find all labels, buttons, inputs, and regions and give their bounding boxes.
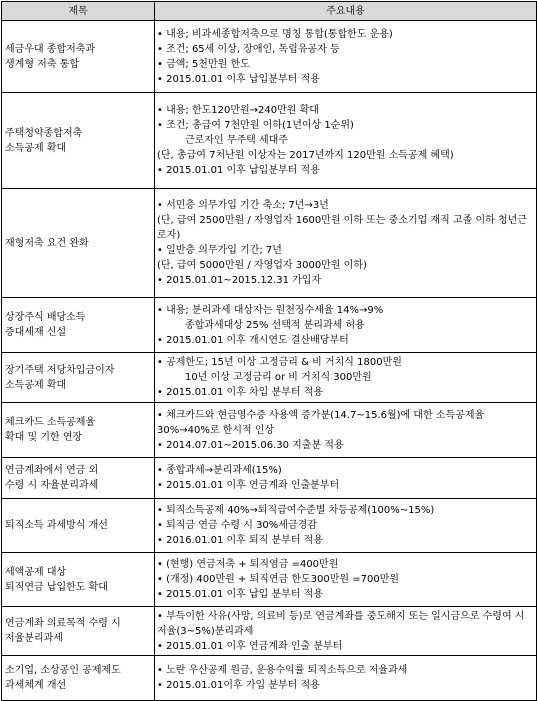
row-title-line: 과세체계 개선	[5, 680, 67, 691]
row-title	[2, 607, 155, 656]
row-title-line: 소득공제 확대	[5, 142, 67, 154]
content-line: • 2015.01.01~2015.12.31 가입자	[157, 275, 322, 286]
row-content	[155, 553, 537, 607]
row-title-line: 증대세재 신설	[5, 327, 67, 338]
row-title	[2, 353, 155, 403]
content-line: • 퇴직금 연금 수령 시 30%세금경감	[157, 520, 317, 531]
content-line: 근로자인 무주택 세대주	[185, 135, 288, 146]
content-line: • 2014.07.01~2015.06.30 지출분 적용	[157, 439, 344, 451]
row-title-line: 연금계좌에서 연금 외	[5, 465, 99, 476]
row-title	[2, 93, 155, 189]
table-row	[2, 353, 537, 403]
header-content: 주요내용	[155, 2, 537, 21]
content-line: • 공제한도; 15년 이상 고정금리 & 비 거치식 1800만원	[157, 357, 402, 368]
header-row	[2, 2, 537, 21]
row-title-line: 재형저축 요건 완화	[5, 237, 89, 249]
table-row	[2, 403, 537, 458]
row-title-line: 세액공제 대상	[5, 566, 67, 578]
table-row	[2, 93, 537, 189]
row-content	[155, 607, 537, 656]
row-title	[2, 553, 155, 607]
row-title-line: 수령 시 자율분리과세	[5, 480, 99, 491]
content-line: • 2015.01.01 이후 개시연도 결산배당부터	[157, 334, 349, 346]
table-row	[2, 21, 537, 93]
content-line: • 내용; 분리과세 대상자는 원천징수세율 14%→9%	[157, 304, 384, 316]
row-title-line: 주택청약종합저축	[5, 127, 83, 139]
content-line: (단, 총급여 7처난원 이상자는 2017년까지 120만원 소득공제 혜택)	[157, 150, 454, 161]
tax-reform-table	[1, 1, 537, 701]
row-content	[155, 403, 537, 458]
row-content	[155, 499, 537, 553]
table-row	[2, 499, 537, 553]
table-row	[2, 298, 537, 353]
content-line: • 서민층 의무가입 기간 축소; 7년→3년	[157, 200, 329, 211]
table-row	[2, 656, 537, 701]
row-title-line: 장기주택 저당차입금이자	[5, 364, 115, 376]
content-line: • 2015.01.01 이후 납입 분부터 적용	[157, 589, 323, 600]
row-content	[155, 353, 537, 403]
content-line: • 2015.01.01 이후 납입분부터 적용	[157, 165, 320, 176]
content-line: • 일반층 의무가입 기간; 7년	[157, 245, 282, 256]
row-title	[2, 458, 155, 499]
content-line: 10년 이상 고정금리 or 비 거치식 300만원	[185, 372, 372, 383]
content-line: • 노란 우산공제 원금, 운용수익률 퇴직소득으로 저율과세	[157, 665, 408, 676]
row-content	[155, 298, 537, 353]
row-title-line: 확대 및 기한 연장	[5, 432, 83, 443]
table-row	[2, 189, 537, 298]
content-line: • 체크카드와 현금영수증 사용액 증가분(14.7~15.6월)에 대한 소득공제율 30%→40%로 한시적 인상	[157, 409, 485, 436]
content-line: • 2015.01.01이후 가입 분부터 적용	[157, 680, 320, 691]
row-title	[2, 298, 155, 353]
content-line: • 2015.01.01 이후 납입분부터 적용	[157, 73, 320, 85]
row-content	[155, 189, 537, 298]
row-title-line: 세금우대 종합저축과	[5, 43, 96, 55]
row-title-line: 퇴직연금 납입한도 확대	[5, 581, 108, 593]
row-title-line: 소기업, 소상공인 공제제도	[5, 665, 121, 676]
content-line: • 내용; 한도120만원→240만원 확대	[157, 105, 319, 116]
row-title	[2, 21, 155, 93]
content-line: • 2016.01.01 이후 퇴직 분부터 적용	[157, 535, 323, 546]
row-content	[155, 458, 537, 499]
content-line: • 조건; 총급여 7천만원 이하(1년이상 1순위)	[157, 120, 354, 131]
row-content	[155, 93, 537, 189]
row-title-line: 소득공제 확대	[5, 379, 67, 391]
row-content	[155, 21, 537, 93]
content-line: • (현행) 연금저축 + 퇴직염금 =400만원	[157, 559, 339, 570]
row-content	[155, 656, 537, 701]
content-line: • (개정) 400만원 + 퇴직연금 한도300만원 =700만원	[157, 574, 400, 585]
table-row	[2, 607, 537, 656]
row-title-line: 체크카드 소득공제율	[5, 417, 96, 428]
row-title-line: 상장주식 배당소득	[5, 312, 86, 323]
content-line: • 2015.01.01 이후 연금계좌 인출 분부터	[157, 640, 343, 652]
table-row	[2, 553, 537, 607]
content-line: • 금액; 5천만원 한도	[157, 58, 250, 70]
content-line: • 내용; 비과세종합저축으로 명칭 통합(통합한도 운용)	[157, 28, 393, 40]
content-line: • 퇴직소득공제 40%→퇴직급여수준별 차등공제(100%~15%)	[157, 505, 435, 516]
content-line: (단, 급여 2500만원 / 자영업자 1600만원 이하 또는 중소기업 재직 고졸 이하 청년근로자)	[157, 215, 527, 241]
row-title	[2, 189, 155, 298]
content-line: • 조건; 65세 이상, 장애인, 독립유공자 등	[157, 43, 340, 55]
content-line: • 부득이한 사유(사망, 의료비 등)로 연금계좌를 중도해지 또는 일시금으로 수령여 시 저율(3~5%)분리과세	[157, 610, 525, 637]
content-line: • 종합과세→분리과세(15%)	[157, 465, 282, 476]
content-line: • 2015.01.01 이후 차입 분부터 적용	[157, 387, 323, 398]
row-title-line: 연금계좌 의료목적 수령 시	[5, 618, 121, 629]
content-line: 종합과세대상 25% 선택적 분리과세 허용	[185, 319, 365, 331]
row-title	[2, 403, 155, 458]
row-title-line: 퇴직소득 과세방식 개선	[5, 520, 108, 531]
table-row	[2, 458, 537, 499]
content-line: • 2015.01.01 이후 연금계좌 인출분부터	[157, 480, 340, 491]
row-title	[2, 656, 155, 701]
row-title-line: 저율분리과세	[5, 633, 63, 644]
content-line: (단, 급여 5000만원 / 자영업자 3000만원 이하)	[157, 260, 367, 271]
row-title	[2, 499, 155, 553]
header-title: 제목	[2, 2, 155, 21]
row-title-line: 생계형 저축 통합	[5, 58, 79, 70]
